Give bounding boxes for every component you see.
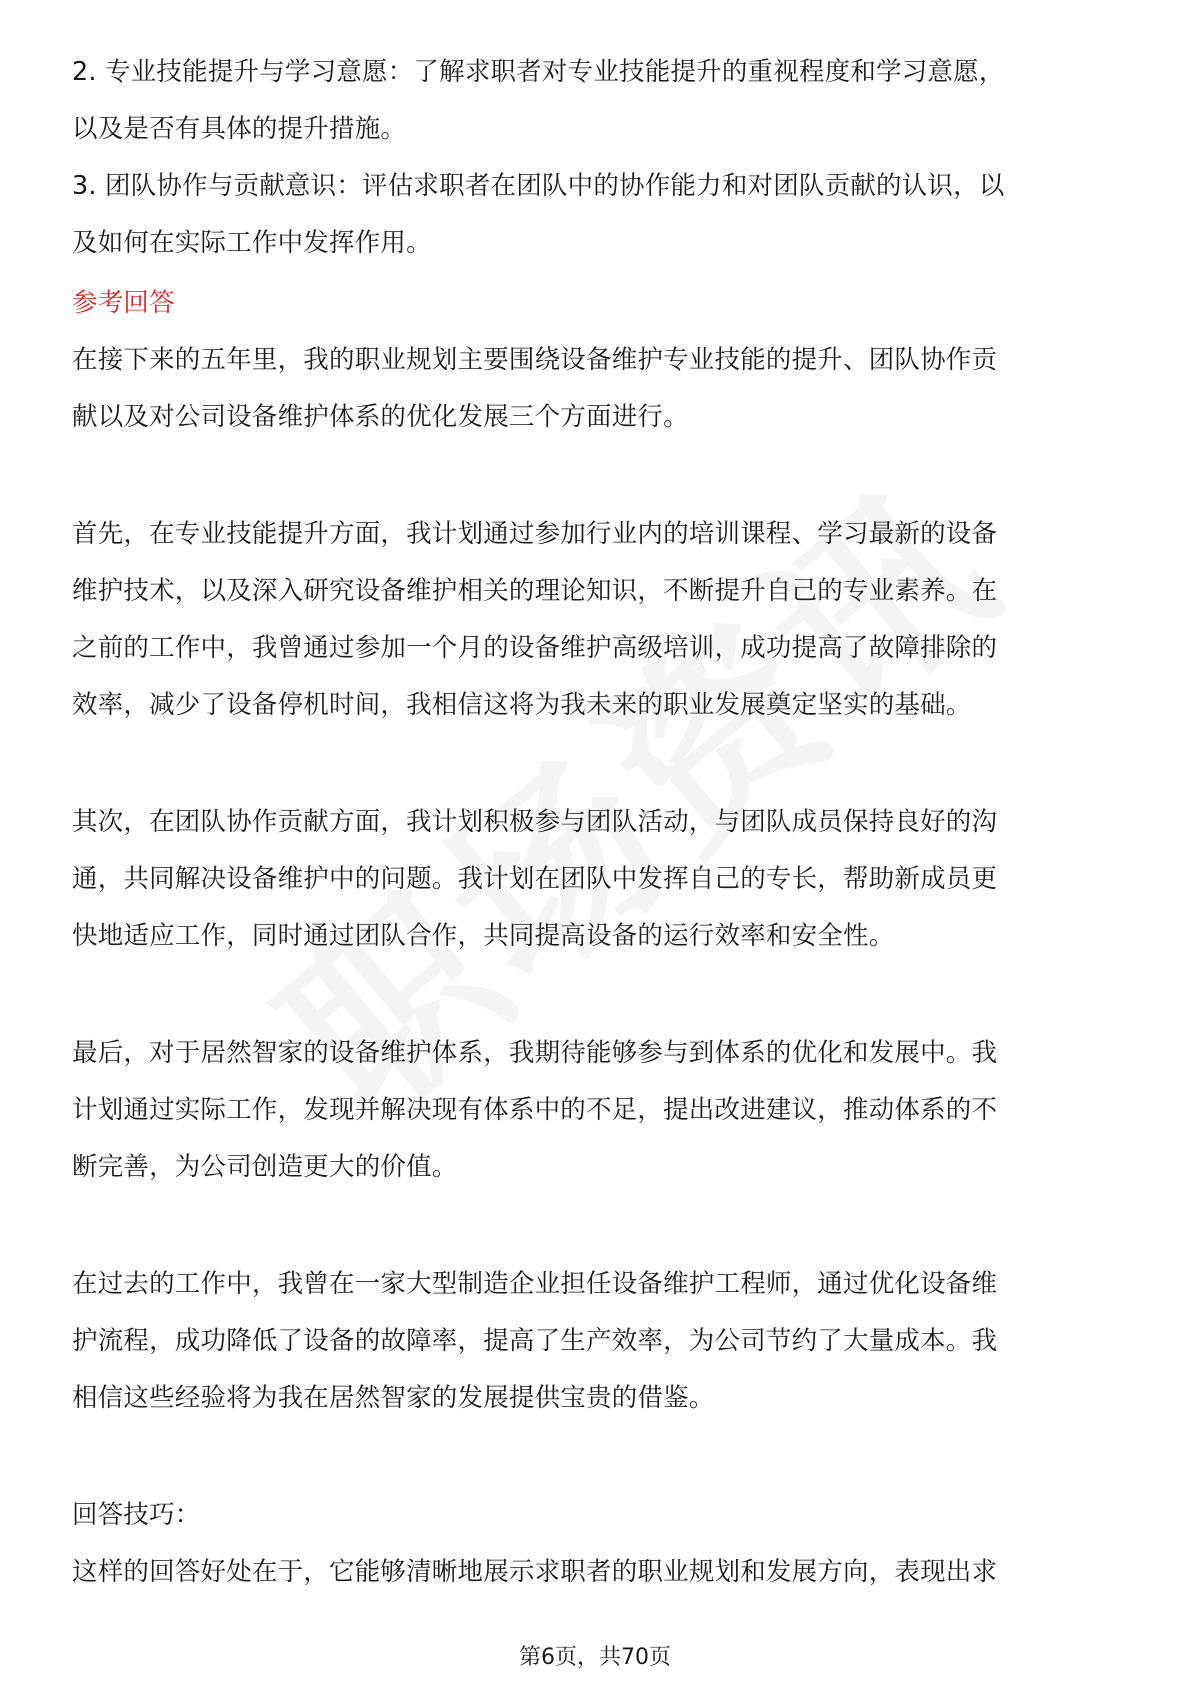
- text-line: 2. 专业技能提升与学习意愿：了解求职者对专业技能提升的重视程度和学习意愿，: [72, 57, 1005, 87]
- text-line: 维护技术，以及深入研究设备维护相关的理论知识，不断提升自己的专业素养。在: [72, 576, 998, 606]
- text-line: 3. 团队协作与贡献意识：评估求职者在团队中的协作能力和对团队贡献的认识，以: [72, 171, 1005, 201]
- tips-heading: 回答技巧：: [72, 1500, 201, 1530]
- text-line: 计划通过实际工作，发现并解决现有体系中的不足，提出改进建议，推动体系的不: [72, 1095, 998, 1125]
- question-criteria: [72, 44, 1118, 272]
- paragraph-teamwork: [72, 794, 1118, 965]
- text-line: 以及是否有具体的提升措施。: [72, 114, 407, 144]
- text-line: 首先，在专业技能提升方面，我计划通过参加行业内的培训课程、学习最新的设备: [72, 519, 998, 549]
- text-line: 之前的工作中，我曾通过参加一个月的设备维护高级培训，成功提高了故障排除的: [72, 633, 998, 663]
- page-footer: 第6页，共70页: [519, 1645, 671, 1670]
- paragraph-skills: [72, 506, 1118, 734]
- text-line: 在接下来的五年里，我的职业规划主要围绕设备维护专业技能的提升、团队协作贡: [72, 345, 998, 375]
- document-body: [72, 44, 1118, 1601]
- text-line: 献以及对公司设备维护体系的优化发展三个方面进行。: [72, 402, 689, 432]
- text-line: 相信这些经验将为我在居然智家的发展提供宝贵的借鉴。: [72, 1383, 715, 1413]
- text-line: 其次，在团队协作贡献方面，我计划积极参与团队活动，与团队成员保持良好的沟: [72, 807, 998, 837]
- text-line: 断完善，为公司创造更大的价值。: [72, 1152, 458, 1182]
- text-line: 在过去的工作中，我曾在一家大型制造企业担任设备维护工程师，通过优化设备维: [72, 1269, 998, 1299]
- paragraph-system: [72, 1025, 1118, 1196]
- text-line: 护流程，成功降低了设备的故障率，提高了生产效率，为公司节约了大量成本。我: [72, 1326, 998, 1356]
- paragraph-intro: [72, 332, 1118, 446]
- text-line: 通，共同解决设备维护中的问题。我计划在团队中发挥自己的专长，帮助新成员更: [72, 864, 998, 894]
- section-heading: 参考回答: [72, 288, 175, 318]
- paragraph-tips: [72, 1487, 1118, 1601]
- text-line: 这样的回答好处在于，它能够清晰地展示求职者的职业规划和发展方向，表现出求: [72, 1557, 998, 1587]
- text-line: 效率，减少了设备停机时间，我相信这将为我未来的职业发展奠定坚实的基础。: [72, 690, 972, 720]
- paragraph-experience: [72, 1256, 1118, 1427]
- text-line: 最后，对于居然智家的设备维护体系，我期待能够参与到体系的优化和发展中。我: [72, 1038, 998, 1068]
- text-line: 及如何在实际工作中发挥作用。: [72, 228, 432, 258]
- text-line: 快地适应工作，同时通过团队合作，共同提高设备的运行效率和安全性。: [72, 921, 895, 951]
